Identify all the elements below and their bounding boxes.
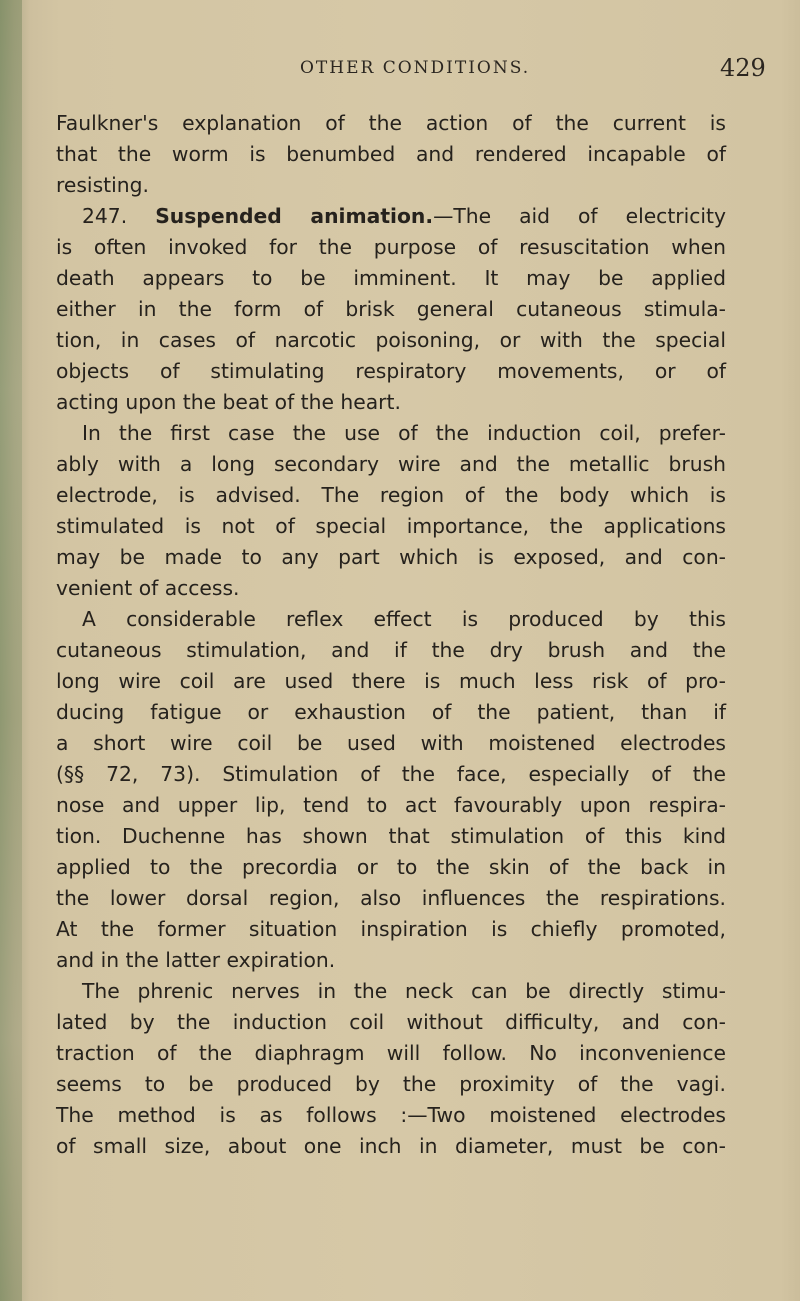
text-line: may be made to any part which is exposed, and con- — [56, 545, 726, 569]
section-heading-line — [56, 201, 726, 232]
text-line: and in the latter expiration. — [56, 948, 336, 972]
text-line: the lower dorsal region, also influences the respirations. — [56, 886, 726, 910]
text-line: death appears to be imminent. It may be applied — [56, 266, 726, 290]
text-line: either in the form of brisk general cutaneous stimula- — [56, 297, 726, 321]
text-line: that the worm is benumbed and rendered incapable of — [56, 142, 726, 166]
section-number: 247. — [82, 204, 128, 228]
section-heading: Suspended animation. — [155, 204, 434, 228]
paragraph-start: In the first case the use of the induction coil, prefer- — [82, 421, 726, 445]
text-line: stimulated is not of special importance, the applications — [56, 514, 726, 538]
text-line: traction of the diaphragm will follow. No inconvenience — [56, 1041, 726, 1065]
text-line: The method is as follows :—Two moistened electrodes — [56, 1103, 726, 1127]
text-line: nose and upper lip, tend to act favourably upon respira- — [56, 793, 726, 817]
paragraph-start: A considerable reflex effect is produced by this — [82, 607, 726, 631]
running-title: OTHER CONDITIONS. — [300, 58, 531, 78]
text-line: a short wire coil be used with moistened electrodes — [56, 731, 726, 755]
text-line: tion, in cases of narcotic poisoning, or with the special — [56, 328, 726, 352]
body-text — [56, 108, 726, 1162]
page-number: 429 — [720, 54, 766, 82]
text-line: electrode, is advised. The region of the body which is — [56, 483, 726, 507]
text-line: ducing fatigue or exhaustion of the patient, than if — [56, 700, 726, 724]
text-line: lated by the induction coil without difficulty, and con- — [56, 1010, 726, 1034]
paragraph-start: The phrenic nerves in the neck can be directly stimu- — [82, 979, 726, 1003]
text-line: long wire coil are used there is much less risk of pro- — [56, 669, 726, 693]
page-gutter-shadow — [0, 0, 22, 1301]
text-line: resisting. — [56, 173, 149, 197]
text-line: (§§ 72, 73). Stimulation of the face, especially of the — [56, 762, 726, 786]
text-line: seems to be produced by the proximity of the vagi. — [56, 1072, 726, 1096]
text-line: applied to the precordia or to the skin of the back in — [56, 855, 726, 879]
text-line: acting upon the beat of the heart. — [56, 390, 401, 414]
text-line: venient of access. — [56, 576, 240, 600]
text-line: objects of stimulating respiratory movements, or of — [56, 359, 726, 383]
section-heading-continuation: —The aid of electricity — [433, 204, 726, 228]
text-line: At the former situation inspiration is chiefly promoted, — [56, 917, 726, 941]
text-line: of small size, about one inch in diameter, must be con- — [56, 1134, 726, 1158]
text-line: tion. Duchenne has shown that stimulation of this kind — [56, 824, 726, 848]
text-line: Faulkner's explanation of the action of the current is — [56, 111, 726, 135]
text-line: is often invoked for the purpose of resuscitation when — [56, 235, 726, 259]
text-line: cutaneous stimulation, and if the dry brush and the — [56, 638, 726, 662]
text-line: ably with a long secondary wire and the metallic brush — [56, 452, 726, 476]
page-header — [0, 54, 800, 88]
